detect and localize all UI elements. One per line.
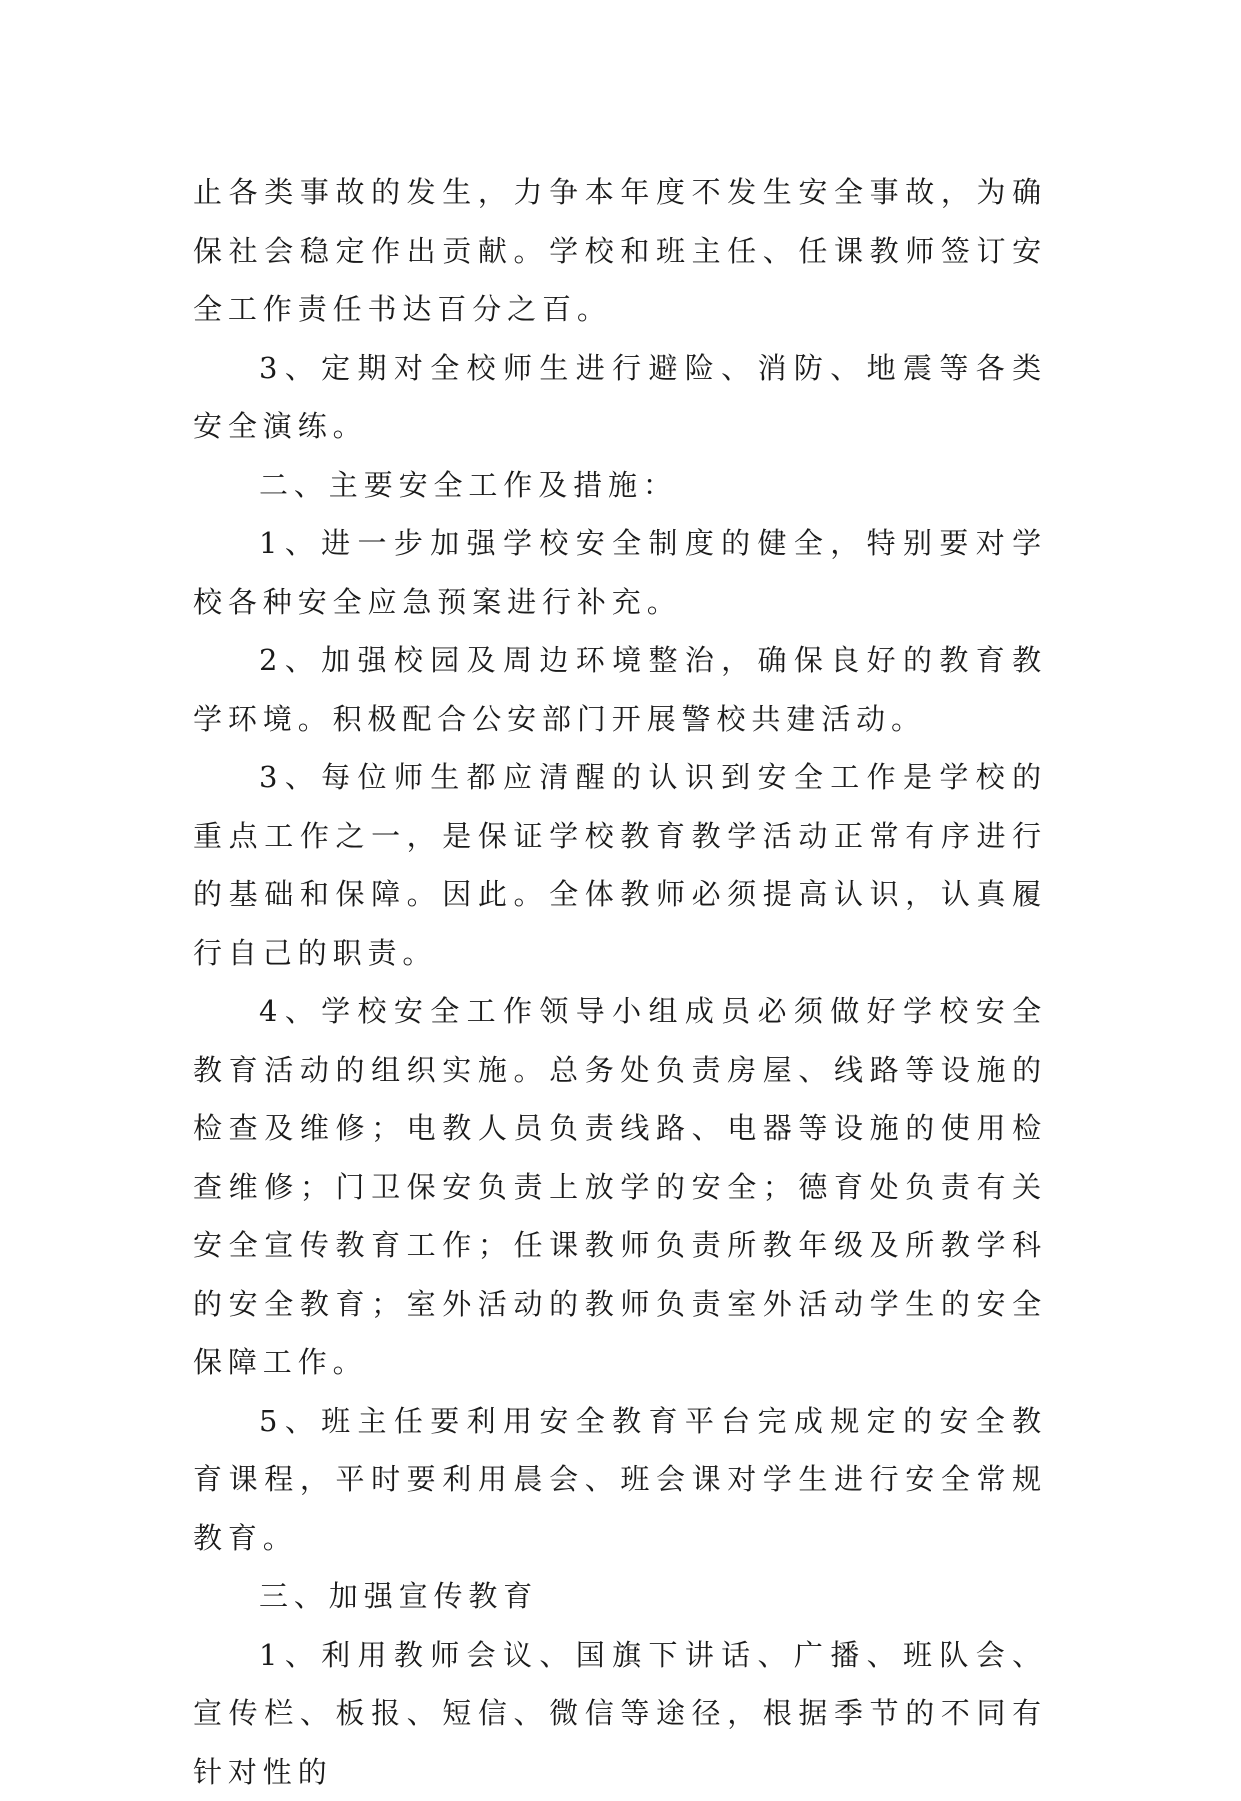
paragraph-measure-1: 1、进一步加强学校安全制度的健全，特别要对学校各种安全应急预案进行补充。: [193, 514, 1047, 631]
document-page: [193, 163, 1047, 1801]
section-heading-publicity: 三、加强宣传教育: [193, 1567, 1047, 1626]
paragraph-measure-5: 5、班主任要利用安全教育平台完成规定的安全教育课程，平时要利用晨会、班会课对学生进行安全常规教育。: [193, 1392, 1047, 1568]
paragraph-publicity-1: 1、利用教师会议、国旗下讲话、广播、班队会、宣传栏、板报、短信、微信等途径，根据季节的不同有针对性的: [193, 1626, 1047, 1801]
paragraph-measure-2: 2、加强校园及周边环境整治，确保良好的教育教学环境。积极配合公安部门开展警校共建活动。: [193, 631, 1047, 748]
paragraph-drill-item: 3、定期对全校师生进行避险、消防、地震等各类安全演练。: [193, 339, 1047, 456]
section-heading-measures: 二、主要安全工作及措施：: [193, 456, 1047, 515]
paragraph-continuation: 止各类事故的发生，力争本年度不发生安全事故，为确保社会稳定作出贡献。学校和班主任、任课教师签订安全工作责任书达百分之百。: [193, 163, 1047, 339]
paragraph-measure-4: 4、学校安全工作领导小组成员必须做好学校安全教育活动的组织实施。总务处负责房屋、线路等设施的检查及维修；电教人员负责线路、电器等设施的使用检查维修；门卫保安负责上放学的安全；德育处负责有关安全宣传教育工作；任课教师负责所教年级及所教学科的安全教育；室外活动的教师负责室外活动学生的安全保障工作。: [193, 982, 1047, 1392]
paragraph-measure-3: 3、每位师生都应清醒的认识到安全工作是学校的重点工作之一，是保证学校教育教学活动正常有序进行的基础和保障。因此。全体教师必须提高认识，认真履行自己的职责。: [193, 748, 1047, 982]
